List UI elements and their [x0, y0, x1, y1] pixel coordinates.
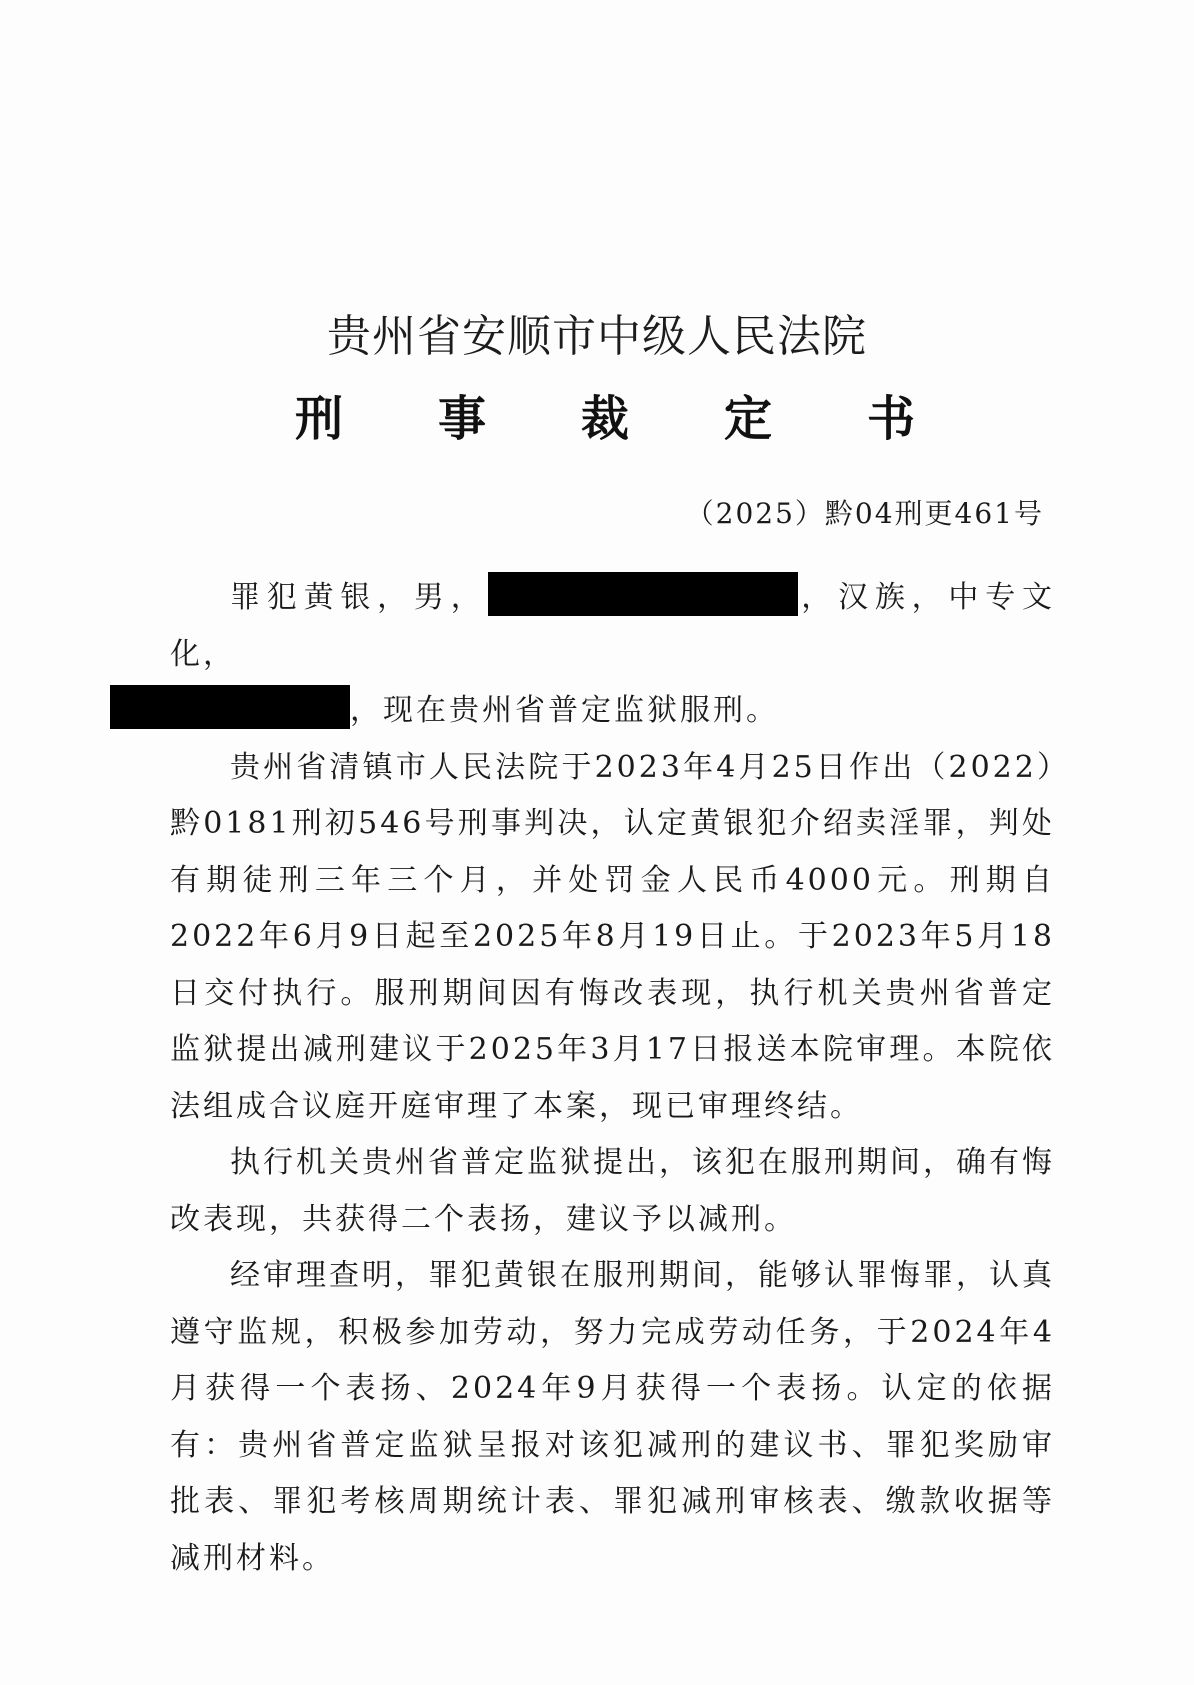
document-type-title [295, 380, 915, 449]
paragraph-findings: 经审理查明，罪犯黄银在服刑期间，能够认罪悔罪，认真遵守监规，积极参加劳动，努力完成劳动任务，于2024年4月获得一个表扬、2024年9月获得一个表扬。认定的依据有：贵州省普定监狱呈报对该犯减刑的建议书、罪犯奖励审批表、罪犯考核周期统计表、罪犯减刑审核表、缴款收据等减刑材料。 [170, 1258, 1055, 1576]
defendant-ethnicity-text: ，汉族，中专文化， [170, 580, 1055, 672]
doc-type-char: 书 [866, 391, 915, 447]
court-name: 贵州省安顺市中级人民法院 [327, 311, 867, 362]
doc-type-char: 刑 [295, 391, 344, 447]
case-number: （2025）黔04刑更461号 [685, 497, 1044, 530]
doc-type-char: 定 [723, 391, 772, 447]
paragraph-prison-proposal: 执行机关贵州省普定监狱提出，该犯在服刑期间，确有悔改表现，共获得二个表扬，建议予以减刑。 [170, 1145, 1055, 1237]
defendant-location-text: ，现在贵州省普定监狱服刑。 [350, 693, 779, 728]
paragraph-original-judgment: 贵州省清镇市人民法院于2023年4月25日作出（2022）黔0181刑初546号刑事判决，认定黄银犯介绍卖淫罪，判处有期徒刑三年三个月，并处罚金人民币4000元。刑期自2022年6月9日起至2025年8月19日止。于2023年5月18日交付执行。服刑期间因有悔改表现，执行机关贵州省普定监狱提出减刑建议于2025年3月17日报送本院审理。本院依法组成合议庭开庭审理了本案，现已审理终结。 [170, 749, 1055, 1124]
paragraph-defendant-info [170, 570, 1055, 740]
redaction-block [488, 572, 798, 616]
defendant-intro-text: 罪犯黄银，男， [230, 580, 488, 615]
doc-type-char: 事 [437, 391, 486, 447]
document-body [170, 570, 1055, 1587]
doc-type-char: 裁 [580, 391, 629, 447]
redaction-block [110, 685, 350, 729]
